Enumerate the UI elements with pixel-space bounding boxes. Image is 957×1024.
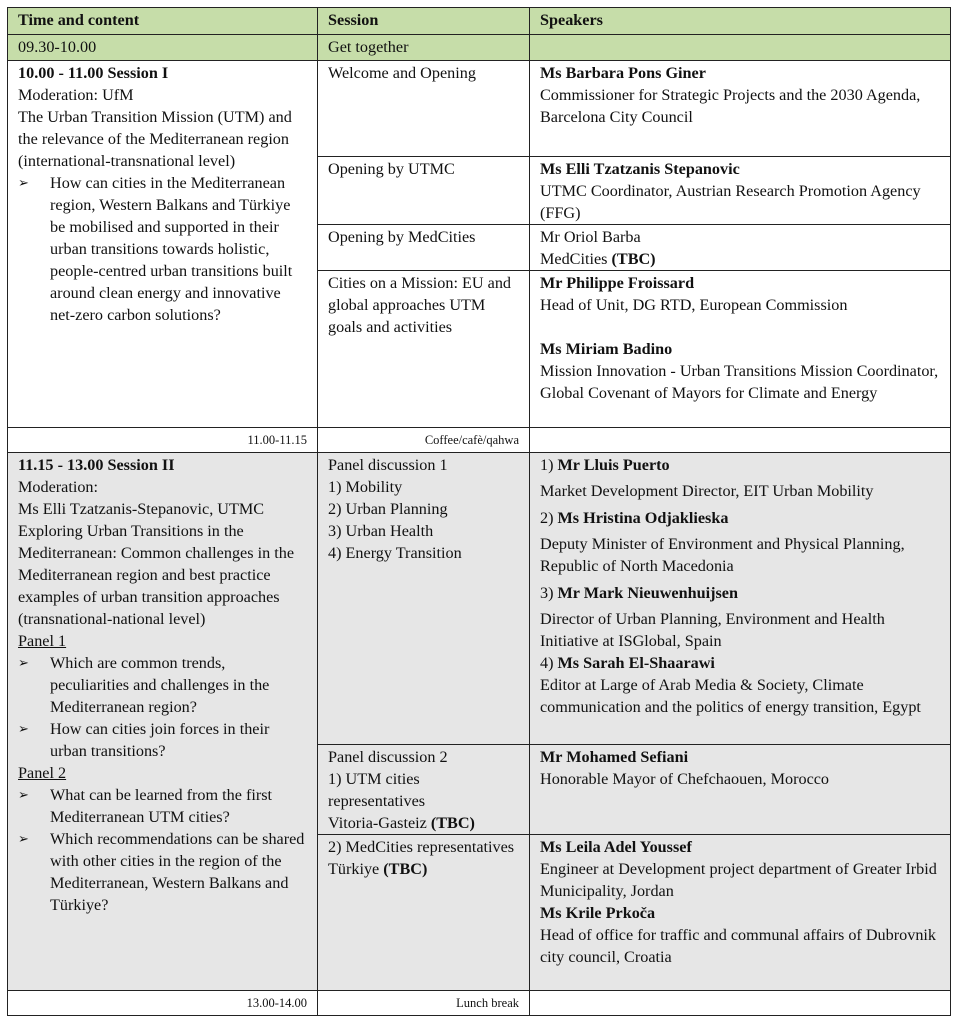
session2-moderation-label: Moderation: (18, 478, 99, 496)
speaker-name: Ms Miriam Badino (540, 340, 673, 358)
country-name: Türkiye (328, 860, 380, 878)
panel1-label: Panel 1 (18, 632, 67, 650)
speaker-number: 3) (540, 584, 554, 602)
speaker-name: Mr Mohamed Sefiani (540, 748, 689, 766)
session1-speakers-cities-mission (530, 271, 951, 428)
medcities-line1: 2) MedCities representatives (328, 838, 515, 856)
speaker-name: Ms Elli Tzatzanis Stepanovic (540, 160, 740, 178)
get-together-row (8, 35, 951, 61)
header-time-content: Time and content (8, 8, 318, 35)
city-name: Vitoria-Gasteiz (328, 814, 427, 832)
arrowhead-bullet-icon: ➢ (18, 787, 29, 802)
speaker-name: Mr Oriol Barba (540, 228, 641, 246)
header-speakers: Speakers (530, 8, 951, 35)
get-together-speakers (530, 35, 951, 61)
panel2-label: Panel 2 (18, 764, 67, 782)
session1-speakers-medcities (530, 225, 951, 271)
coffee-break-label: Coffee/cafè/qahwa (318, 428, 530, 453)
speaker-role: Deputy Minister of Environment and Physical Planning, Republic of North Macedonia (540, 535, 905, 575)
speaker-role: Honorable Mayor of Chefchaouen, Morocco (540, 770, 830, 788)
speaker-role (540, 248, 940, 270)
panel-discussion-2-title: Panel discussion 2 (328, 748, 448, 766)
speaker-number: 4) (540, 654, 554, 672)
get-together-session: Get together (318, 35, 530, 61)
session1-row-welcome (8, 61, 951, 157)
speaker-role: Editor at Large of Arab Media & Society, Climate communication and the politics of energy transition, Egypt (540, 676, 921, 716)
session1-title: 10.00 - 11.00 Session I (18, 64, 169, 82)
session1-description-cell (8, 61, 318, 428)
session2-description: Exploring Urban Transitions in the Mediterranean: Common challenges in the Mediterranean region and best practice examples of urban transition approaches (transnational-national level) (18, 522, 295, 628)
session1-speakers-welcome (530, 61, 951, 157)
panel1-question-text: Which are common trends, peculiarities and challenges in the Mediterranean region? (50, 654, 270, 716)
session1-session-utmc: Opening by UTMC (318, 157, 530, 225)
panel-topic: 3) Urban Health (328, 522, 434, 540)
lunch-break-label: Lunch break (318, 991, 530, 1016)
session1-moderation: Moderation: UfM (18, 86, 134, 104)
session1-session-welcome: Welcome and Opening (318, 61, 530, 157)
speaker-name: Ms Sarah El-Shaarawi (557, 654, 715, 672)
panel1-questions (18, 652, 307, 762)
speaker-role: Commissioner for Strategic Projects and the 2030 Agenda, Barcelona City Council (540, 86, 921, 126)
session1-questions (18, 172, 307, 326)
panel-discussion-1-cell (318, 453, 530, 745)
speaker-entry (540, 507, 940, 577)
tbc-label: (TBC) (430, 814, 475, 832)
panel-topic: 2) Urban Planning (328, 500, 448, 518)
panel2-questions (18, 784, 307, 916)
get-together-time: 09.30-10.00 (8, 35, 318, 61)
panel-topic: 1) Mobility (328, 478, 403, 496)
speaker-entry (540, 652, 940, 718)
session2-title: 11.15 - 13.00 Session II (18, 456, 175, 474)
session1-description: The Urban Transition Mission (UTM) and the relevance of the Mediterranean region (international-transnational level) (18, 108, 292, 170)
panel2-question (18, 828, 307, 916)
tbc-label: (TBC) (611, 250, 656, 268)
tbc-label: (TBC) (383, 860, 428, 878)
session1-session-medcities: Opening by MedCities (318, 225, 530, 271)
speaker-role: Head of Unit, DG RTD, European Commission (540, 296, 848, 314)
speaker-name: Mr Philippe Froissard (540, 274, 695, 292)
session1-question-text: How can cities in the Mediterranean region, Western Balkans and Türkiye be mobilised and supported in their urban transitions towards holistic, people-centred urban transitions built around clean energy and innovative net-zero carbon solutions? (50, 174, 293, 324)
header-row (8, 8, 951, 35)
speaker-number: 1) (540, 456, 554, 474)
session1-speakers-utmc (530, 157, 951, 225)
speaker-role: Mission Innovation - Urban Transitions Mission Coordinator, Global Covenant of Mayors for Climate and Energy (540, 362, 939, 402)
session1-question (18, 172, 307, 326)
panel-discussion-2-cell (318, 745, 530, 835)
speaker-name: Mr Lluis Puerto (557, 456, 670, 474)
speaker-role: Director of Urban Planning, Environment and Health Initiative at ISGlobal, Spain (540, 610, 885, 650)
coffee-break-speakers (530, 428, 951, 453)
medcities-line2 (328, 858, 519, 880)
speaker-role-text: MedCities (540, 250, 608, 268)
lunch-break-row (8, 991, 951, 1016)
panel1-question-text: How can cities join forces in their urban transitions? (50, 720, 270, 760)
arrowhead-bullet-icon: ➢ (18, 831, 29, 846)
lunch-break-time: 13.00-14.00 (8, 991, 318, 1016)
speaker-name: Ms Leila Adel Youssef (540, 838, 692, 856)
header-session: Session (318, 8, 530, 35)
arrowhead-bullet-icon: ➢ (18, 175, 29, 190)
medcities-representatives-cell (318, 835, 530, 991)
medcities-speakers (530, 835, 951, 991)
panel-discussion-2-speakers (530, 745, 951, 835)
panel2-question-text: Which recommendations can be shared with other cities in the region of the Mediterranean, Western Balkans and Türkiye? (50, 830, 305, 914)
speaker-entry (540, 582, 940, 652)
session2-row-panel1 (8, 453, 951, 745)
agenda-table (7, 7, 951, 1016)
session1-session-cities-mission: Cities on a Mission: EU and global approaches UTM goals and activities (318, 271, 530, 428)
session2-description-cell (8, 453, 318, 991)
panel1-question (18, 652, 307, 718)
speaker-number: 2) (540, 509, 554, 527)
session2-moderator: Ms Elli Tzatzanis-Stepanovic, UTMC (18, 500, 265, 518)
panel1-question (18, 718, 307, 762)
speaker-role: Market Development Director, EIT Urban Mobility (540, 482, 874, 500)
lunch-break-speakers (530, 991, 951, 1016)
panel-discussion-2-line1: 1) UTM cities representatives (328, 770, 426, 810)
coffee-break-row (8, 428, 951, 453)
coffee-break-time: 11.00-11.15 (8, 428, 318, 453)
speaker-name: Mr Mark Nieuwenhuijsen (557, 584, 738, 602)
speaker-name: Ms Barbara Pons Giner (540, 64, 706, 82)
speaker-name: Ms Krile Prkoča (540, 904, 656, 922)
speaker-name: Ms Hristina Odjaklieska (557, 509, 729, 527)
speaker-role: Engineer at Development project department of Greater Irbid Municipality, Jordan (540, 860, 937, 900)
panel-topic: 4) Energy Transition (328, 544, 462, 562)
arrowhead-bullet-icon: ➢ (18, 721, 29, 736)
speaker-role: UTMC Coordinator, Austrian Research Promotion Agency (FFG) (540, 182, 921, 222)
speaker-entry (540, 454, 940, 502)
panel-discussion-1-speakers (530, 453, 951, 745)
panel-discussion-2-line2 (328, 812, 519, 834)
panel-discussion-1-title: Panel discussion 1 (328, 456, 448, 474)
panel2-question (18, 784, 307, 828)
panel2-question-text: What can be learned from the first Mediterranean UTM cities? (50, 786, 273, 826)
arrowhead-bullet-icon: ➢ (18, 655, 29, 670)
speaker-role: Head of office for traffic and communal affairs of Dubrovnik city council, Croatia (540, 926, 937, 966)
